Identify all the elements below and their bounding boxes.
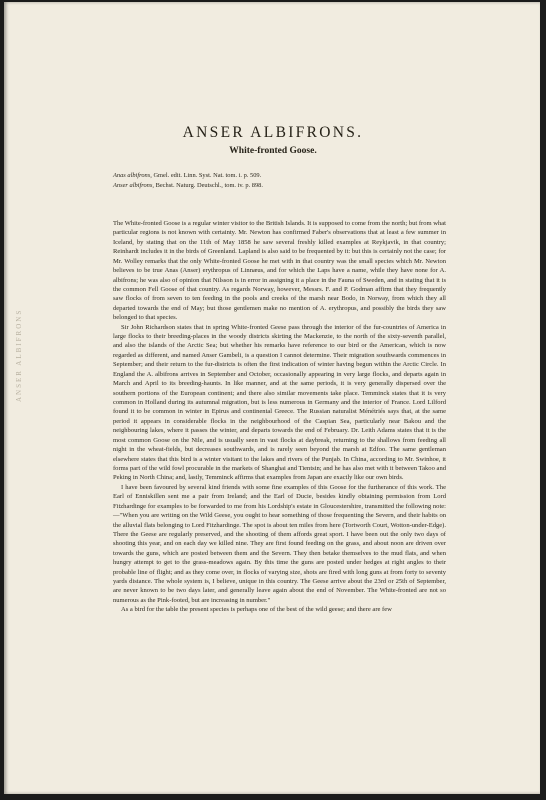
reference-citation: Gmel. edit. Linn. Syst. Nat. tom. i. p. 509.	[153, 172, 262, 179]
paragraph: As a bird for the table the present species is perhaps one of the best of the wild geese; and there are few	[121, 606, 392, 614]
reference-line	[113, 181, 263, 191]
body-text	[113, 219, 446, 615]
page-title: ANSER ALBIFRONS.	[182, 124, 364, 141]
paragraph: I have been favoured by several kind friends with some fine examples of this Goose for the furtherance of this work. The Earl of Enniskillen sent me a pair from Ireland; and the Earl of Ducie, besides kindly obtaining permission from Lord Fitzhardinge for examples to be forwarded to me from his Lordship's estate in Gloucestershire, transmitted the following note:—"When you are writing on the Wild Geese, you ought to hear something of those frequenting the Severn, and their habits on the alluvial flats belonging to Lord Fitzhardinge. The spot is about ten miles from here (Tortworth Court, Wotton-under-Edge). There the Geese are regularly preserved, and the shooting of them affords great sport. I have been out the only two days of shooting this year, and on each day we killed nine. They are first found feeding on the grass, and about noon are driven over towards the guns, which are posted between them and the Severn. They then betake themselves to the mud flats, and when hungry attempt to get to the grass-meadows again. By this time the guns are posted under hedges at right angles to their probable line of flight; and as they come over, in flocks of varying size, shots are fired with long guns at from forty to seventy yards distance. The whole system is, I believe, unique in this country. The Geese arrive about the 23rd or 25th of September, are never known to be two days later, and generally leave again about the end of November. The White-fronted are not so numerous as the Pink-footed, but are increasing in number."	[113, 483, 446, 604]
paragraph: The White-fronted Goose is a regular winter visitor to the British Islands. It is supposed to come from the north; but from what particular regions is not known with certainty. Mr. Newton has confirmed Faber's observations that at least a few summer in Iceland, by stating that on the 11th of May 1858 he saw several freshly killed examples at Reykjavik, in that country; Reinhardt includes it in the birds of Greenland. Lapland is also said to be frequented by it: but this is certainly not the case; for Mr. Wolley remarks that the only White-fronted Goose he met with in that country was the small species which Mr. Newton believes to be true Anas (Anser) erythropus of Linnæus, and for which the Laps have a name, while they have none for A. albifrons; he was also of opinion that Nilsson is in error in assigning it a place in the Fauna of Sweden, and in stating that it is the common Fell Goose of that country. As regards Norway, however, Messrs. F. and P. Godman affirm that they frequently saw flocks of from seven to ten feeding in the pools and creeks of the marsh near Bodo, in Norway, from which they all departed towards the end of May; but those gentlemen make no mention of A. erythropus, and possibly the birds they saw belonged to that species.	[113, 220, 446, 322]
paragraph: Sir John Richardson states that in spring White-fronted Geese pass through the interior of the fur-countries of America in large flocks to their breeding-places in the woody districts skirting the Mackenzie, to the north of the sixty-seventh parallel, and also the islands of the Arctic Sea; but whether his remarks have reference to our bird or the American, which is now regarded as different, and named Anser Gambeli, is a question I cannot determine. Their migration southwards commences in September; and their return to the fur-districts is often the first indication of winter having begun within the Arctic Circle. In England the A. albifrons arrives in September and October, occasionally appearing in very large flocks, and departs again in March and April to its breeding-haunts. In like manner, and at the same periods, it is very generally dispersed over the southern portions of the European continent; and there also similar movements take place. Temminck states that it is very common in Holland during its autumnal migration, but is less numerous in Germany and the interior of France. Lord Lilford found it to be common in winter in Epirus and continental Greece. The Russian naturalist Ménétriés says that, at the same period it appears in considerable flocks in the neighbourhood of the Caspian Sea, particularly near Bakou and the neighbouring lakes, where it passes the winter, and departs towards the end of February. Dr. Leith Adams states that it is the most common Goose on the Nile, and is usually seen in vast flocks at daybreak, returning to the shallows from feeding all night in the wheat-fields, but decreases southwards, and is rarely seen beyond the marsh at Edfoo. The same gentleman elsewhere states that this bird is a winter visitant to the lakes and rivers of the Punjab. In China, according to Mr. Swinhoe, it forms part of the wild fowl procurable in the markets of Shanghai and Tientsin; and he has also met with it between Takoo and Peking in North China; and, lastly, Temminck affirms that examples from Japan are exactly like our own birds.	[113, 323, 446, 482]
reference-name: Anas albifrons,	[113, 172, 152, 179]
spine-running-title: ANSER ALBIFRONS	[15, 308, 23, 402]
reference-citation: Bechst. Naturg. Deutschl., tom. iv. p. 898.	[155, 182, 263, 189]
reference-name: Anser albifrons,	[113, 182, 154, 189]
synonym-references	[113, 171, 263, 191]
reference-line	[113, 171, 263, 181]
page-subtitle: White-fronted Goose.	[229, 146, 317, 156]
